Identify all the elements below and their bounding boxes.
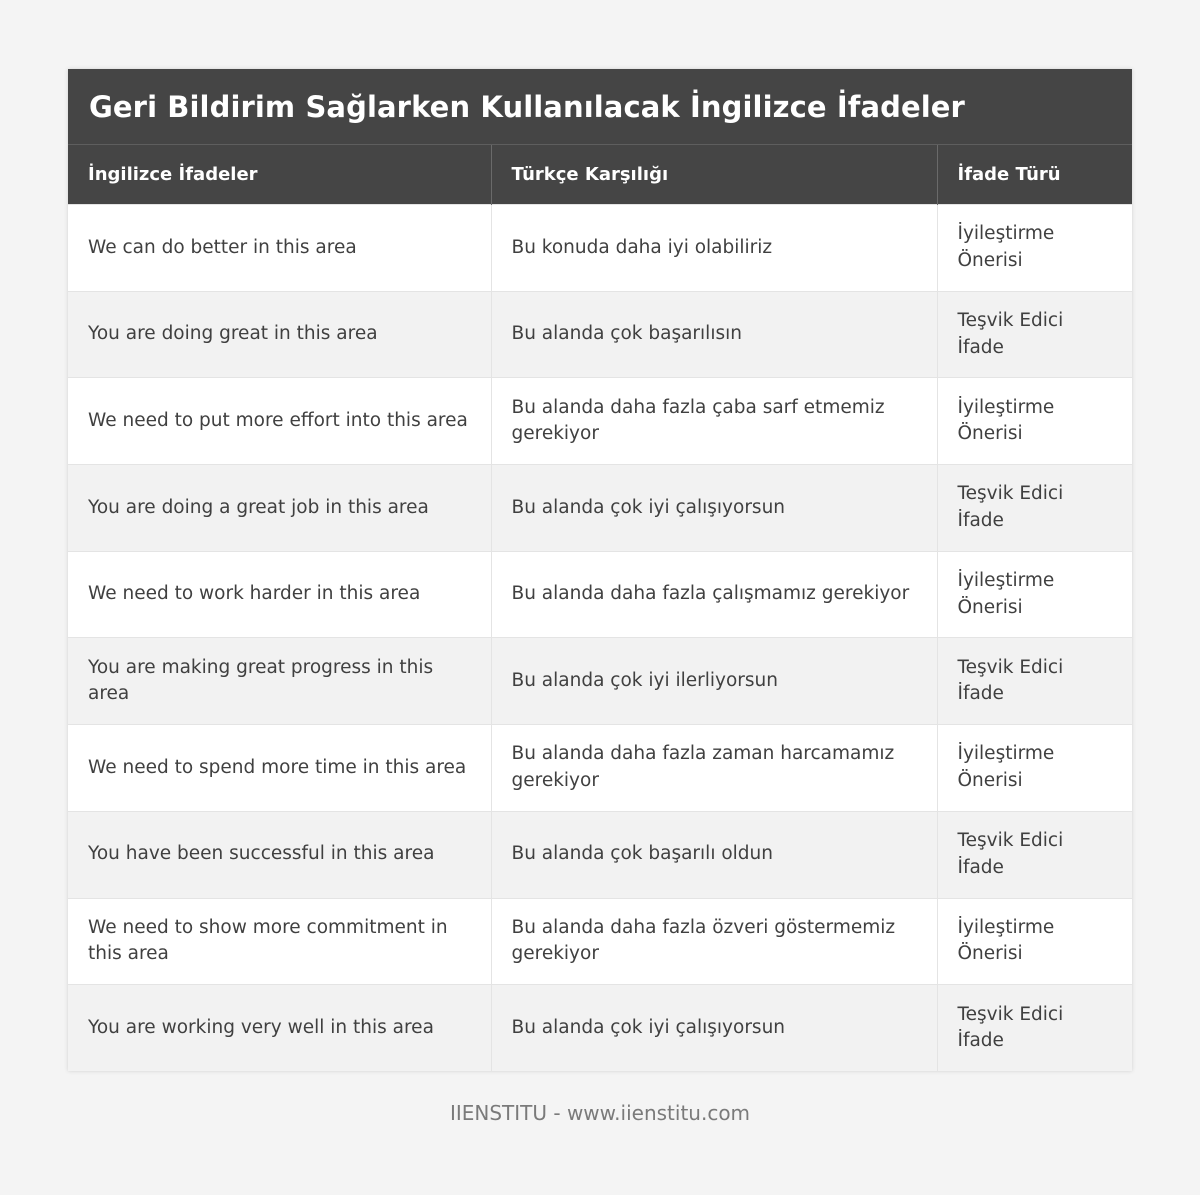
english-phrase-cell: We need to work harder in this area [68, 551, 491, 638]
turkish-translation-cell: Bu alanda çok iyi çalışıyorsun [491, 465, 937, 552]
footer-credit: IIENSTITU - www.iienstitu.com [449, 1101, 751, 1125]
turkish-translation-cell: Bu alanda daha fazla çaba sarf etmemiz gerekiyor [491, 378, 937, 465]
page-title: Geri Bildirim Sağlarken Kullanılacak İngilizce İfadeler [89, 89, 965, 124]
english-phrase-cell: We need to spend more time in this area [68, 725, 491, 812]
english-phrase-cell: You are doing great in this area [68, 291, 491, 378]
column-header-english: İngilizce İfadeler [68, 145, 491, 205]
phrase-type-cell: İyileştirme Önerisi [937, 725, 1132, 812]
phrase-type-cell: İyileştirme Önerisi [937, 205, 1132, 292]
phrase-type-cell: Teşvik Edici İfade [937, 291, 1132, 378]
english-phrase-cell: We need to put more effort into this area [68, 378, 491, 465]
phrase-type-cell: Teşvik Edici İfade [937, 985, 1132, 1072]
turkish-translation-cell: Bu alanda çok başarılı oldun [491, 811, 937, 898]
table-row [68, 465, 1132, 552]
table-row [68, 551, 1132, 638]
table-row [68, 205, 1132, 292]
table-row [68, 985, 1132, 1072]
column-header-turkish: Türkçe Karşılığı [491, 145, 937, 205]
english-phrase-cell: You are making great progress in this area [68, 638, 491, 725]
turkish-translation-cell: Bu alanda daha fazla çalışmamız gerekiyor [491, 551, 937, 638]
table-row [68, 898, 1132, 985]
phrase-type-cell: İyileştirme Önerisi [937, 378, 1132, 465]
turkish-translation-cell: Bu alanda çok iyi ilerliyorsun [491, 638, 937, 725]
table-row [68, 378, 1132, 465]
turkish-translation-cell: Bu alanda daha fazla zaman harcamamız gerekiyor [491, 725, 937, 812]
english-phrase-cell: You are doing a great job in this area [68, 465, 491, 552]
phrase-type-cell: Teşvik Edici İfade [937, 465, 1132, 552]
column-header-type: İfade Türü [937, 145, 1132, 205]
english-phrase-cell: You are working very well in this area [68, 985, 491, 1072]
phrase-type-cell: Teşvik Edici İfade [937, 811, 1132, 898]
phrase-type-cell: İyileştirme Önerisi [937, 898, 1132, 985]
table-header [68, 145, 1132, 205]
english-phrase-cell: You have been successful in this area [68, 811, 491, 898]
english-phrase-cell: We need to show more commitment in this area [68, 898, 491, 985]
table-body [68, 205, 1132, 1072]
phrase-type-cell: Teşvik Edici İfade [937, 638, 1132, 725]
phrases-table [68, 144, 1132, 1071]
phrase-type-cell: İyileştirme Önerisi [937, 551, 1132, 638]
turkish-translation-cell: Bu alanda daha fazla özveri göstermemiz gerekiyor [491, 898, 937, 985]
turkish-translation-cell: Bu alanda çok başarılısın [491, 291, 937, 378]
turkish-translation-cell: Bu alanda çok iyi çalışıyorsun [491, 985, 937, 1072]
table-row [68, 638, 1132, 725]
table-row [68, 811, 1132, 898]
turkish-translation-cell: Bu konuda daha iyi olabiliriz [491, 205, 937, 292]
header-row [68, 145, 1132, 205]
table-row [68, 725, 1132, 812]
feedback-phrases-card [68, 69, 1132, 1071]
table-row [68, 291, 1132, 378]
english-phrase-cell: We can do better in this area [68, 205, 491, 292]
title-bar [68, 69, 1132, 144]
